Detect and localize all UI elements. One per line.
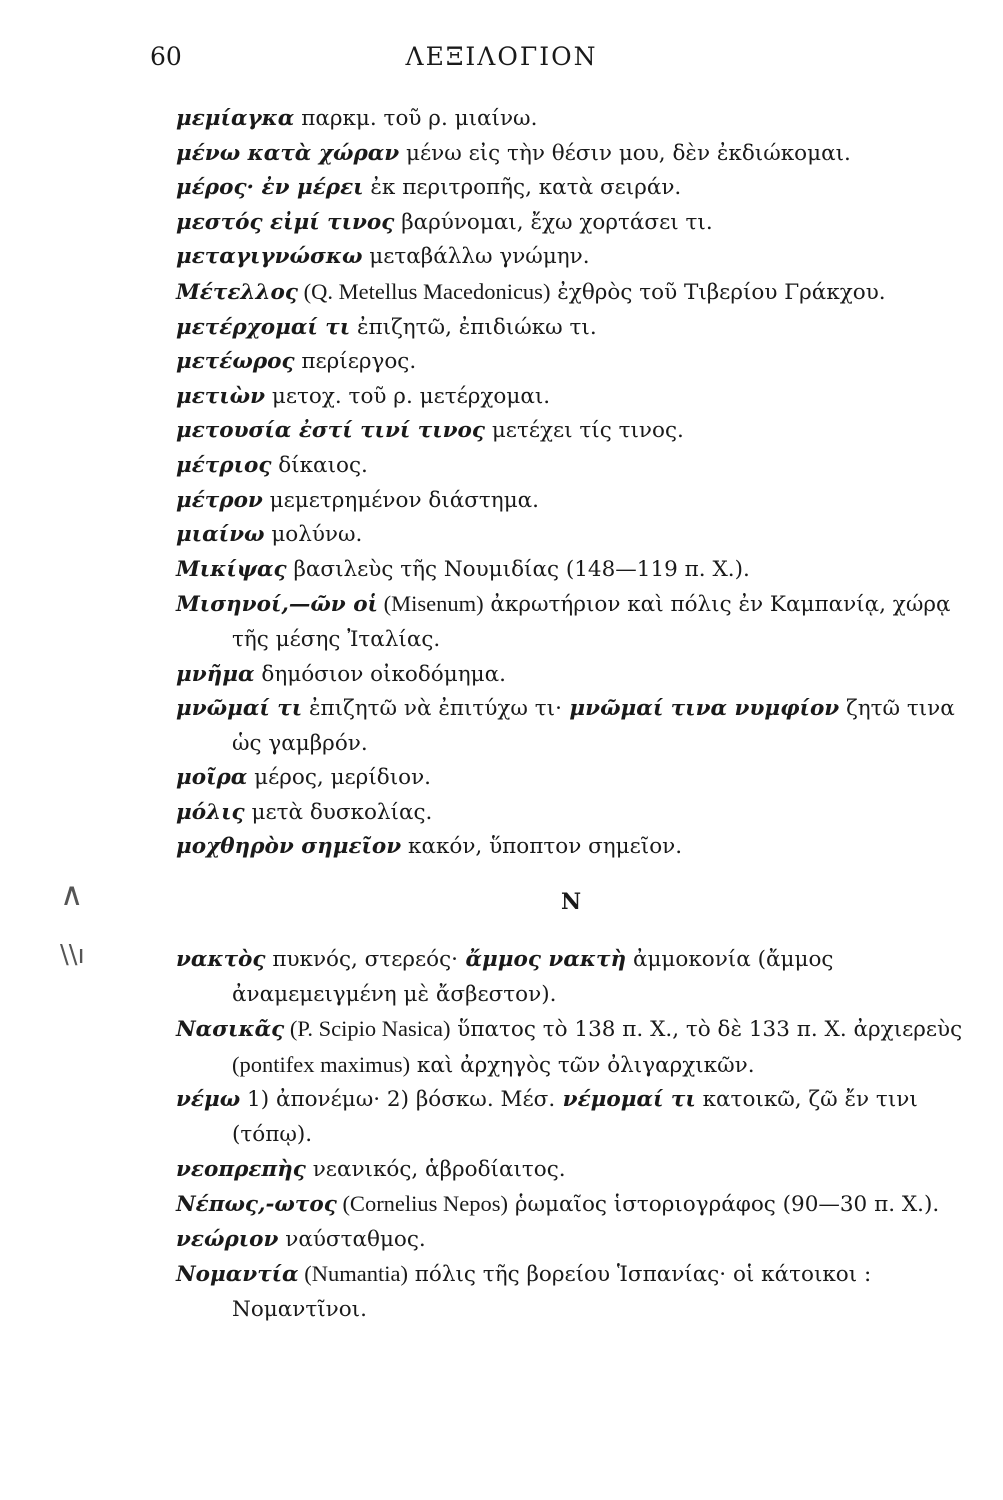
headword: μέτριος [176,452,272,478]
definition-continued: ἀμμοκονία (ἄμμος ἀναμεμειγμένη μὲ ἄσβεστον). [232,947,834,1007]
glossary-entry [176,1257,966,1327]
sub-headword: ἄμμος νακτὴ [458,947,627,973]
glossary-entry [176,380,966,415]
glossary-entry [176,587,966,657]
latin-term: (pontifex maximus) [232,1051,411,1077]
glossary-entry [176,1223,966,1258]
definition: πόλις τῆς βορείου Ἱσπανίας· οἱ κάτοικοι : Νομαντῖνοι. [232,1262,872,1322]
entries-m-list [176,102,966,865]
headword: μέτρον [176,487,263,513]
definition: 1) ἀπονέμω· 2) βόσκω. Μέσ. [240,1087,556,1113]
margin-pencil-mark: ∧ [60,875,84,913]
latin-name: (Q. Metellus Macedonicus) [298,278,551,304]
glossary-entry [176,137,966,172]
definition-continued: ζητῶ τινα ὡς γαμβρόν. [232,696,955,756]
latin-name: (Cornelius Nepos) [336,1191,509,1217]
headword: μεταγιγνώσκω [176,244,363,270]
headword: μετέρχομαί τι [176,314,351,340]
glossary-entry [176,1187,966,1223]
glossary-entry [176,345,966,380]
headword: μοῖρα [176,765,248,791]
headword: μετιὼν [176,383,266,409]
definition: μολύνω. [264,522,363,548]
glossary-entry [176,658,966,693]
headword: νεώριον [176,1226,279,1252]
definition: δίκαιος. [271,452,368,478]
headword: Μισηνοί,—ῶν οἱ [176,592,378,618]
definition: ῥωμαῖος ἱστοριογράφος (90—30 π. Χ.). [508,1192,940,1218]
definition: μέρος, μερίδιον. [247,765,431,791]
definition: βασιλεὺς τῆς Νουμιδίας (148—119 π. Χ.). [286,556,750,582]
headword: Μέτελλος [176,279,298,305]
definition: μεμετρημένον διάστημα. [262,487,540,513]
sub-headword: μνῶμαί τινα νυμφίον [561,696,840,722]
definition-continued: κατοικῶ, ζῶ ἔν τινι (τόπῳ). [232,1087,918,1148]
section-letter-n: Ν [560,889,582,916]
glossary-entry [176,1012,966,1083]
headword: μοχθηρὸν σημεῖον [176,834,402,860]
glossary-entry [176,796,966,831]
definition: μετέχει τίς τινος. [485,418,684,444]
headword: μένω κατὰ χώραν [176,140,400,166]
definition: μετὰ δυσκολίας. [244,799,433,825]
definition: ἐπιζητῶ νὰ ἐπιτύχω τι· [302,696,562,722]
latin-name: (Misenum) [377,591,484,617]
glossary-entry [176,943,966,1012]
glossary-entry [176,311,966,346]
glossary-entry [176,518,966,553]
headword: Νέπως,-ωτος [176,1192,337,1218]
headword: Μικίψας [176,556,287,582]
headword: νακτὸς [176,947,266,973]
running-title: ΛΕΞΙΛΟΓΙΟΝ [405,42,598,71]
headword: νεοπρεπὴς [176,1156,306,1182]
page-number: 60 [150,42,182,71]
margin-pencil-mark: \\ı [60,940,85,970]
glossary-entry [176,1153,966,1188]
glossary-body [176,102,966,1328]
definition: ὕπατος τὸ 138 π. Χ., τὸ δὲ 133 π. Χ. ἀρχιερεὺς [450,1017,963,1043]
definition: κακόν, ὕποπτον σημεῖον. [401,834,683,860]
glossary-entry [176,171,966,206]
definition: ἐπιζητῶ, ἐπιδιώκω τι. [350,314,597,340]
entries-n-list [176,943,966,1328]
headword: μεστός εἰμί τινος [176,209,395,235]
glossary-entry [176,553,966,588]
headword: μνῶμαί τι [176,696,303,722]
definition: δημόσιον οἰκοδόμημα. [254,661,506,687]
glossary-entry [176,761,966,796]
glossary-entry [176,449,966,484]
definition: νεανικός, ἁβροδίαιτος. [305,1156,566,1182]
headword: μετουσία ἐστί τινί τινος [176,418,485,444]
headword: Νασικᾶς [176,1017,285,1043]
definition: περίεργος. [294,349,417,375]
definition-continued: καὶ ἀρχηγὸς τῶν ὀλιγαρχικῶν. [410,1052,755,1078]
definition: μένω εἰς τὴν θέσιν μου, δὲν ἐκδιώκομαι. [399,140,851,166]
page-header [0,42,1003,78]
latin-name: (P. Scipio Nasica) [284,1016,451,1042]
headword: μετέωρος [176,349,295,375]
definition: ἐκ περιτροπῆς, κατὰ σειράν. [363,175,682,201]
glossary-entry [176,102,966,137]
glossary-entry [176,414,966,449]
glossary-entry [176,830,966,865]
definition: πυκνός, στερεός· [265,947,458,973]
headword: μιαίνω [176,522,265,548]
headword: μνῆμα [176,661,255,687]
headword: μεμίαγκα [176,106,295,131]
definition: ἀκρωτήριον καὶ πόλις ἐν Καμπανίᾳ, χώρᾳ τῆς μέσης Ἰταλίας. [232,592,951,652]
glossary-entry [176,484,966,519]
glossary-entry [176,275,966,311]
headword: μέρος· ἐν μέρει [176,175,364,201]
definition: ἐχθρὸς τοῦ Τιβερίου Γράκχου. [550,279,886,305]
definition: βαρύνομαι, ἔχω χορτάσει τι. [394,209,713,235]
headword: μόλις [176,799,245,825]
glossary-entry [176,206,966,241]
glossary-entry [176,692,966,761]
sub-headword: νέμομαί τι [555,1087,696,1113]
definition: ναύσταθμος. [278,1226,426,1252]
glossary-entry [176,240,966,275]
definition: μεταβάλλω γνώμην. [362,244,590,270]
headword: νέμω [176,1087,241,1113]
definition: μετοχ. τοῦ ρ. μετέρχομαι. [265,383,551,409]
latin-name: (Numantia) [298,1261,408,1287]
headword: Νομαντία [176,1262,299,1288]
definition: παρκμ. τοῦ ρ. μιαίνω. [294,106,538,131]
glossary-entry [176,1083,966,1152]
